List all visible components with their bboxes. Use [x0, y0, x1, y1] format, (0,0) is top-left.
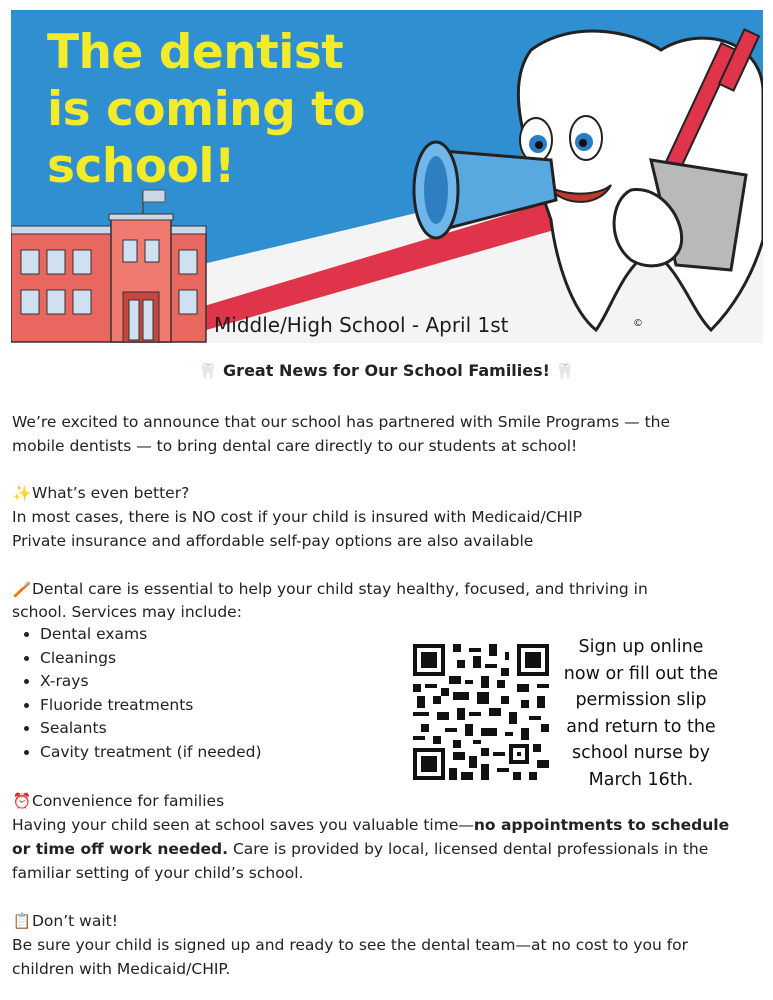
intro-line-2: mobile dentists — to bring dental care directly to our students at school!: [12, 437, 578, 455]
wait-line-2: children with Medicaid/CHIP.: [12, 960, 231, 978]
signup-text: [556, 634, 726, 793]
headline-line-1: The dentist: [47, 25, 344, 80]
list-item: • Cavity treatment (if needed): [40, 741, 262, 765]
wait-title: Don’t wait!: [32, 912, 118, 930]
tooth-icon: 🦷: [555, 362, 575, 380]
better-title: What’s even better?: [32, 484, 190, 502]
list-item: • Dental exams: [40, 623, 262, 647]
signup-line-1: Sign up online: [578, 637, 704, 657]
banner: [11, 10, 763, 343]
headline-line-3: school!: [47, 139, 235, 194]
better-title-row: [12, 481, 189, 505]
clipboard-icon: 📋: [12, 912, 32, 930]
list-item: • X-rays: [40, 670, 262, 694]
convenience-line-2: [12, 837, 708, 861]
alarm-clock-icon: ⏰: [12, 792, 32, 810]
intro-heading: Great News for Our School Families!: [223, 361, 550, 380]
signup-line-2: now or fill out the: [563, 663, 719, 684]
convenience-line-1-text: Having your child seen at school saves you valuable time—: [12, 816, 474, 834]
convenience-line-2-bold: or time off work needed.: [12, 840, 229, 858]
headline-line-2: is coming to: [47, 82, 365, 137]
services-list: [12, 623, 262, 764]
toothbrush-icon: 🪥: [12, 580, 32, 598]
convenience-title-row: [12, 789, 224, 813]
convenience-line-1-bold: no appointments to schedule: [473, 816, 730, 834]
signup-line-6: March 16th.: [588, 769, 694, 790]
convenience-line-1: [12, 813, 729, 837]
signup-line-4: and return to the: [566, 716, 716, 737]
event-subtitle: Middle/High School - April 1st: [214, 313, 509, 337]
convenience-line-3: familiar setting of your child’s school.: [12, 864, 304, 882]
signup-line-5: school nurse by: [572, 743, 710, 763]
better-line-2: Private insurance and affordable self-pay options are also available: [12, 532, 534, 550]
intro-line-1: We’re excited to announce that our school has partnered with Smile Programs — the: [12, 413, 671, 431]
care-line-1-row: [12, 577, 648, 601]
signup-line-3: permission slip: [575, 690, 707, 710]
care-line-2: school. Services may include:: [12, 603, 242, 621]
wait-title-row: [12, 909, 118, 933]
sparkles-icon: ✨: [12, 484, 32, 502]
convenience-title: Convenience for families: [32, 792, 225, 810]
copyright-mark: ©: [633, 318, 643, 329]
qr-code-icon[interactable]: [413, 644, 549, 780]
tooth-icon: 🦷: [198, 362, 218, 380]
wait-line-1: Be sure your child is signed up and ready to see the dental team—at no cost to you for: [12, 936, 689, 954]
headline: [47, 24, 365, 195]
list-item: • Sealants: [40, 717, 262, 741]
better-line-1: In most cases, there is NO cost if your child is insured with Medicaid/CHIP: [12, 508, 583, 526]
list-item: • Cleanings: [40, 647, 262, 671]
care-line-1: Dental care is essential to help your child stay healthy, focused, and thriving in: [32, 580, 648, 598]
convenience-line-2-text: Care is provided by local, licensed dental professionals in the: [228, 840, 709, 858]
list-item: • Fluoride treatments: [40, 694, 262, 718]
intro-heading-row: [0, 361, 773, 380]
